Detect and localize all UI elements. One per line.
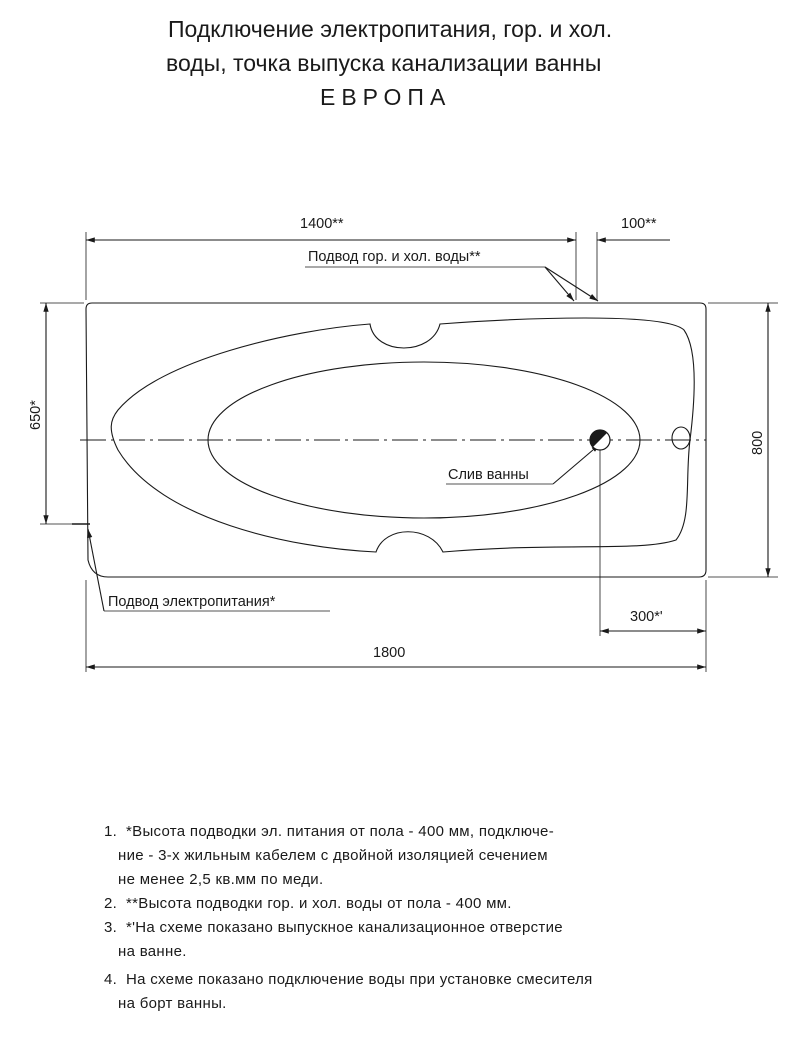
dim-1400-label: 1400**: [300, 216, 344, 232]
title-line-3: ЕВРОПА: [320, 84, 452, 110]
note-line: ние - 3-х жильным кабелем с двойной изоляцией сечением: [118, 847, 548, 864]
note-number: 2.: [104, 895, 118, 912]
note-line: на ванне.: [118, 943, 187, 960]
note-line: на борт ванны.: [118, 995, 227, 1012]
note-line: *Высота подводки эл. питания от пола - 400 мм, подключе-: [126, 823, 554, 840]
power-supply-label: Подвод электропитания*: [108, 594, 276, 610]
note-1: [104, 820, 744, 892]
dim-300-label: 300*': [630, 609, 663, 625]
dim-800-label: 800: [750, 430, 766, 455]
note-2: [104, 892, 744, 916]
overflow-hole: [672, 427, 690, 449]
notes-list: [104, 820, 744, 1016]
note-number: 1.: [104, 823, 118, 840]
note-line: **Высота подводки гор. и хол. воды от пола - 400 мм.: [126, 895, 512, 912]
drain-label: Слив ванны: [448, 467, 529, 483]
dim-1800-label: 1800: [373, 645, 406, 661]
note-number: 4.: [104, 971, 118, 988]
drain-symbol: [586, 426, 610, 450]
water-supply-label: Подвод гор. и хол. воды**: [308, 249, 481, 265]
note-line: *'На схеме показано выпускное канализационное отверстие: [126, 919, 563, 936]
note-3: [104, 916, 744, 964]
note-line: не менее 2,5 кв.мм по меди.: [118, 871, 324, 888]
title-line-2: воды, точка выпуска канализации ванны: [166, 50, 602, 76]
dim-650-label: 650*: [28, 400, 44, 430]
note-line: На схеме показано подключение воды при установке смесителя: [126, 971, 593, 988]
title-line-1: Подключение электропитания, гор. и хол.: [168, 16, 613, 42]
note-4: [104, 968, 744, 1016]
dim-100-label: 100**: [621, 216, 657, 232]
note-number: 3.: [104, 919, 118, 936]
